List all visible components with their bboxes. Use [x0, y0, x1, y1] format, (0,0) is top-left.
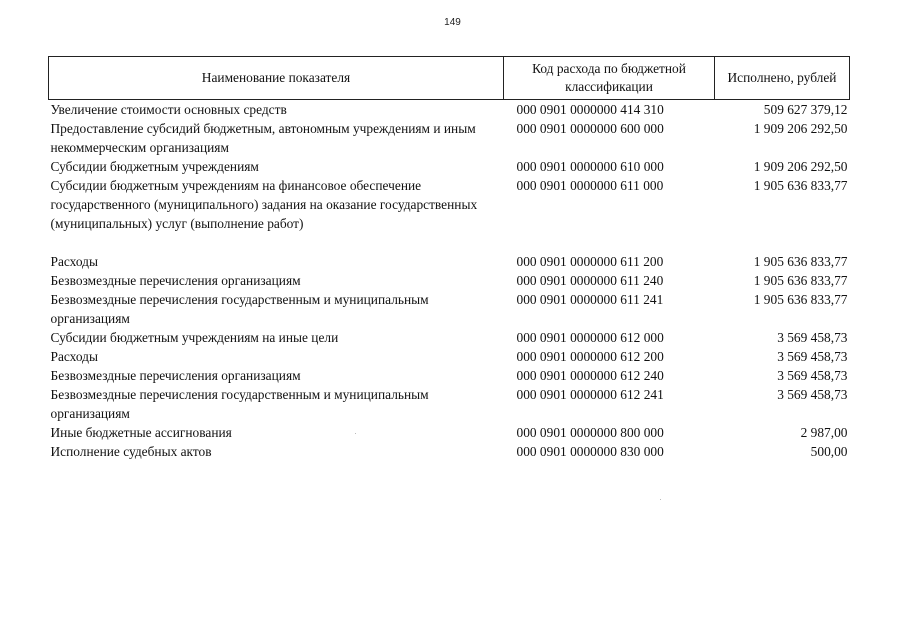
row-amount: 509 627 379,12: [763, 102, 848, 117]
table-row: [49, 347, 850, 366]
row-code: 000 0901 0000000 830 000: [516, 444, 664, 459]
row-code: 000 0901 0000000 611 000: [516, 178, 664, 193]
table-header-row: [49, 57, 850, 100]
row-code: 000 0901 0000000 600 000: [516, 121, 664, 136]
row-code: 000 0901 0000000 800 000: [516, 425, 664, 440]
table-row: [49, 366, 850, 385]
row-code: 000 0901 0000000 611 241: [516, 292, 664, 307]
row-code: 000 0901 0000000 414 310: [516, 102, 664, 117]
row-name: Безвозмездные перечисления государственным и муниципальным организациям: [50, 387, 429, 421]
table-row: [49, 252, 850, 271]
row-code: 000 0901 0000000 612 240: [516, 368, 664, 383]
row-amount: 1 909 206 292,50: [753, 159, 848, 174]
row-amount: 3 569 458,73: [777, 387, 848, 402]
table-row: [49, 290, 850, 328]
scan-speck: [355, 433, 356, 434]
table-row: [49, 100, 850, 120]
row-name: Безвозмездные перечисления государственным и муниципальным организациям: [50, 292, 429, 326]
row-code: 000 0901 0000000 612 000: [516, 330, 664, 345]
table-row: [49, 385, 850, 423]
header-amount: Исполнено, рублей: [715, 57, 850, 100]
row-amount: 3 569 458,73: [777, 349, 848, 364]
row-amount: 1 905 636 833,77: [753, 254, 848, 269]
row-name: Безвозмездные перечисления организациям: [50, 273, 301, 288]
row-amount: 3 569 458,73: [777, 330, 848, 345]
header-code: Код расхода по бюджетной классификации: [504, 57, 715, 100]
row-code: 000 0901 0000000 611 200: [516, 254, 664, 269]
budget-execution-table: [48, 56, 850, 461]
page-number: 149: [444, 17, 461, 28]
row-name: Субсидии бюджетным учреждениям: [50, 159, 259, 174]
row-amount: 3 569 458,73: [777, 368, 848, 383]
row-name: Исполнение судебных актов: [50, 444, 212, 459]
row-amount: 1 905 636 833,77: [753, 273, 848, 288]
row-amount: 1 909 206 292,50: [753, 121, 848, 136]
table-row: [49, 176, 850, 252]
row-amount: 1 905 636 833,77: [753, 292, 848, 307]
table-row: [49, 423, 850, 442]
row-code: 000 0901 0000000 612 200: [516, 349, 664, 364]
row-name: Субсидии бюджетным учреждениям на финансовое обеспечение государственного (муниципального) задания на оказание государственных (муниципальных) услуг (выполнение работ): [50, 178, 478, 231]
row-name: Безвозмездные перечисления организациям: [50, 368, 301, 383]
table-row: [49, 157, 850, 176]
row-code: 000 0901 0000000 610 000: [516, 159, 664, 174]
row-name: Расходы: [50, 349, 98, 364]
row-name: Увеличение стоимости основных средств: [50, 102, 287, 117]
row-code: 000 0901 0000000 611 240: [516, 273, 664, 288]
row-name: Субсидии бюджетным учреждениям на иные цели: [50, 330, 339, 345]
row-name: Расходы: [50, 254, 98, 269]
header-name: Наименование показателя: [49, 57, 504, 100]
table-row: [49, 119, 850, 157]
table-row: [49, 442, 850, 461]
row-amount: 1 905 636 833,77: [753, 178, 848, 193]
row-amount: 500,00: [810, 444, 848, 459]
table-row: [49, 271, 850, 290]
row-amount: 2 987,00: [800, 425, 848, 440]
row-name: Иные бюджетные ассигнования: [50, 425, 232, 440]
row-name: Предоставление субсидий бюджетным, автономным учреждениям и иным некоммерческим организациям: [50, 121, 476, 155]
scan-speck: [660, 499, 661, 500]
row-code: 000 0901 0000000 612 241: [516, 387, 664, 402]
table-row: [49, 328, 850, 347]
